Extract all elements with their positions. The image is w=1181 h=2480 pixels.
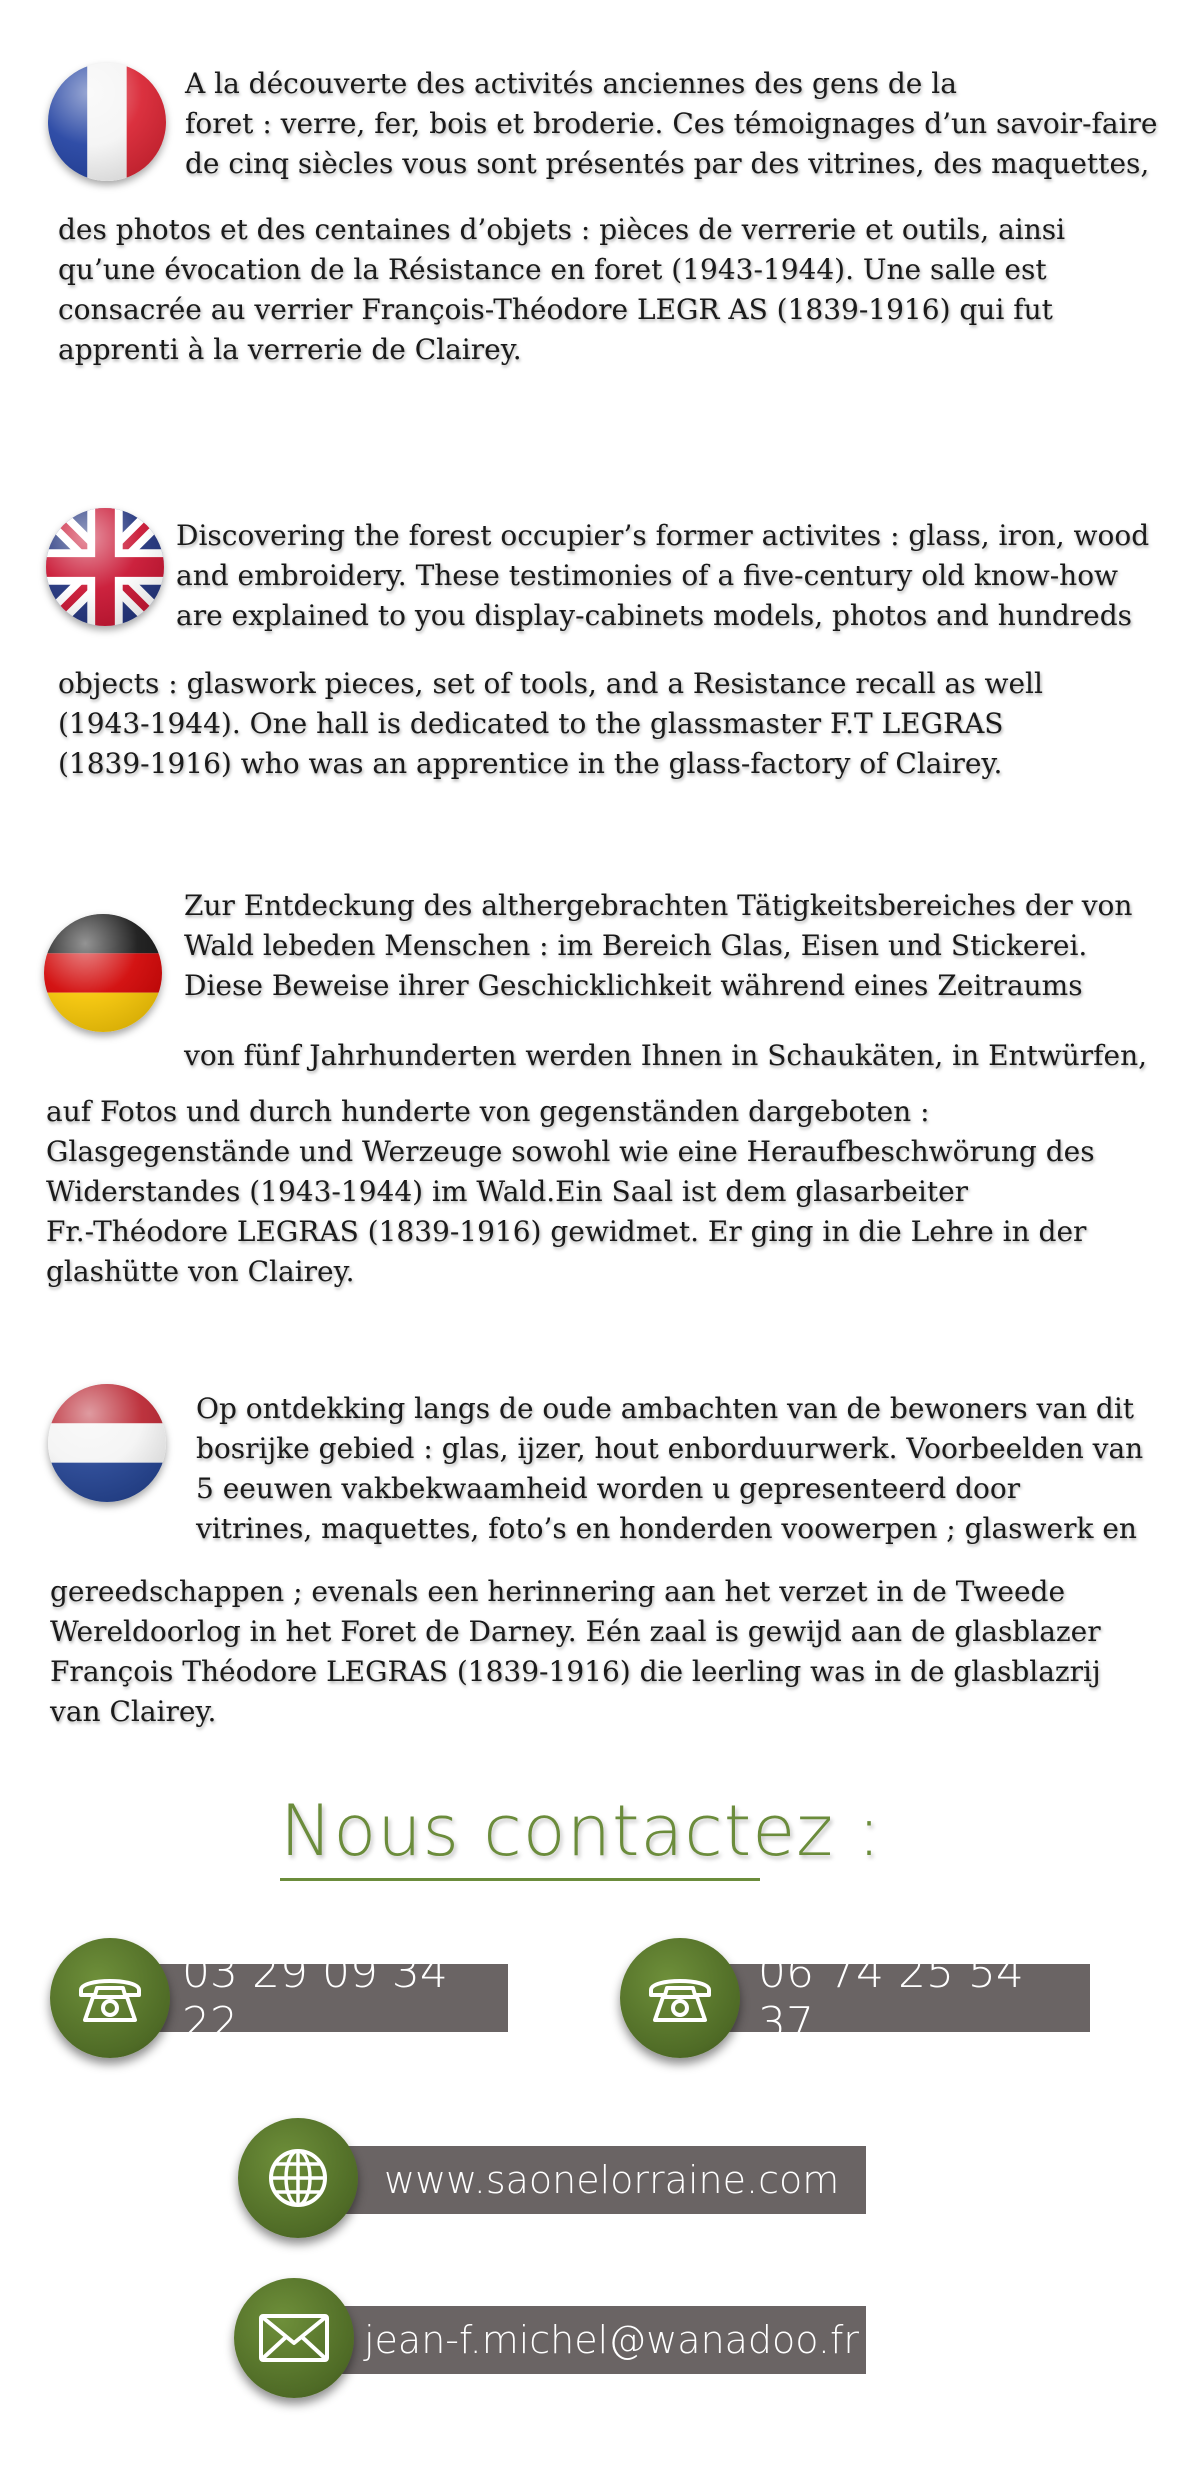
uk-flag-icon: [46, 508, 164, 626]
globe-icon: [266, 2146, 330, 2210]
dutch-lead-text: Op ontdekking langs de oude ambachten van de bewoners van dit bosrijke gebied : glas, ijzer, hout enborduurwerk. Voorbeelden van 5 eeuwen vakbekwaamheid worden u gepresenteerd door vitrines, maquettes, foto’s en honderden voowerpen ; glaswerk en: [196, 1392, 1144, 1545]
email-pill[interactable]: [340, 2306, 866, 2374]
phone2-circle[interactable]: [620, 1938, 740, 2058]
french-body-text: des photos et des centaines d’objets : pièces de verrerie et outils, ainsi qu’une évocation de la Résistance en foret (1943-1944). Une salle est consacrée au verrier François-Théodore LEGR AS (1839-1916) qui fut apprenti à la verrerie de Clairey.: [58, 213, 1066, 366]
english-body-text: objects : glaswork pieces, set of tools, and a Resistance recall as well (1943-1944). One hall is dedicated to the glassmaster F.T LEGRAS (1839-1916) who was an apprentice in the glass-factory of Clairey.: [58, 667, 1043, 780]
phone-icon: [645, 1970, 715, 2026]
phone2-number[interactable]: 06 74 25 54 37: [758, 1947, 1024, 2049]
contact-title-underline: [280, 1878, 760, 1881]
phone1-pill[interactable]: [150, 1947, 508, 2049]
website-link[interactable]: www.saonelorraine.com: [384, 2158, 840, 2202]
phone1-circle[interactable]: [50, 1938, 170, 2058]
dutch-body-text: gereedschappen ; evenals een herinnering aan het verzet in de Tweede Wereldoorlog in het Foret de Darney. Eén zaal is gewijd aan de glasblazer François Théodore LEGRAS (1839-1916) die leerling was in de glasblazrij van Clairey.: [50, 1575, 1101, 1728]
netherlands-flag-icon: [48, 1384, 166, 1502]
website-pill[interactable]: [342, 2146, 866, 2214]
contact-title-text: Nous contactez: [280, 1790, 835, 1872]
website-circle[interactable]: [238, 2118, 358, 2238]
phone2-pill[interactable]: [720, 1947, 1090, 2049]
contact-title: [280, 1790, 980, 1872]
english-lead-text: Discovering the forest occupier’s former activites : glass, iron, wood and embroidery. These testimonies of a five-century old know-how are explained to you display-cabinets models, photos and hundreds: [176, 519, 1150, 632]
phone-icon: [75, 1970, 145, 2026]
phone1-number[interactable]: 03 29 09 34 22: [182, 1947, 448, 2049]
mail-icon: [258, 2313, 330, 2363]
email-link[interactable]: jean-f.michel@wanadoo.fr: [364, 2318, 859, 2362]
email-circle[interactable]: [234, 2278, 354, 2398]
german-body-text: auf Fotos und durch hunderte von gegenständen dargeboten : Glasgegenstände und Werzeuge sowohl wie eine Heraufbeschwörung des Widerstandes (1943-1944) im Wald.Ein Saal ist dem glasarbeiter Fr.-Théodore LEGRAS (1839-1916) gewidmet. Er ging in die Lehre in der glashütte von Clairey.: [46, 1095, 1095, 1288]
german-lead-text: Zur Entdeckung des althergebrachten Tätigkeitsbereiches der von Wald lebeden Menschen : im Bereich Glas, Eisen und Stickerei. Diese Beweise ihrer Geschicklichkeit während eines Zeitraums: [184, 889, 1133, 1002]
germany-flag-icon: [44, 914, 162, 1032]
french-lead-text: A la découverte des activités anciennes des gens de la foret : verre, fer, bois et broderie. Ces témoignages d’un savoir-faire de cinq siècles vous sont présentés par des vitrines, des maquettes,: [185, 67, 1158, 180]
german-lead2-text: von fünf Jahrhunderten werden Ihnen in Schaukäten, in Entwürfen,: [184, 1039, 1148, 1072]
contact-title-colon: :: [834, 1790, 882, 1872]
france-flag-icon: [48, 63, 166, 181]
